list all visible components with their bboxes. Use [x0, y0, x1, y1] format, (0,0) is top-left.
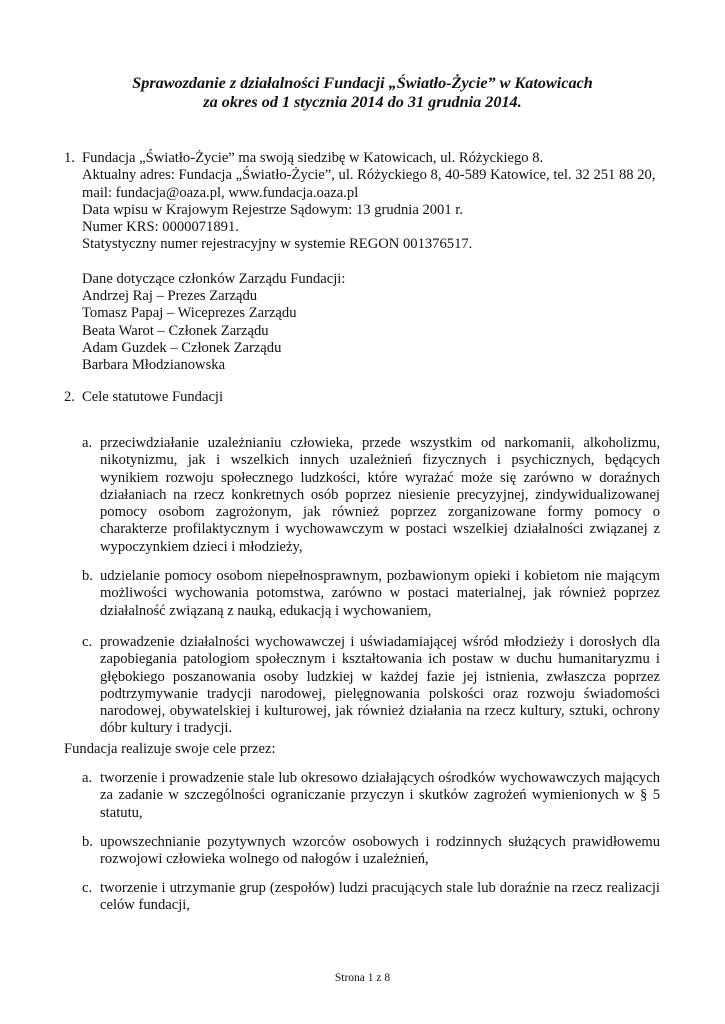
page-number: Strona 1 z 8 — [334, 972, 391, 984]
goal-label: a. — [82, 435, 93, 451]
goal-text: przeciwdziałanie uzależnianiu człowieka, przede wszystkim od narkomanii, alkoholizmu, nikotynizmu, jak i wszelkich innych uzależnień fizycznych i psychicznych, będących wynikiem rozwoju społecznego ludzkości, które wyrażać może się zarówno w doraźnych działaniach na rzecz konkretnych osób poprzez niesienie precyzyjnej, zindywidualizowanej pomocy osobom zagrożonym, jak również poprzez zorganizowane formy pomocy o charakterze profilaktycznym i wychowawczym w postaci wszelkiej działalności związanej z wypoczynkiem dzieci i młodzieży, — [100, 435, 660, 555]
document-title — [0, 74, 725, 112]
means-item — [82, 880, 660, 915]
info-line: Aktualny adres: Fundacja „Światło-Życie”, ul. Różyckiego 8, 40-589 Katowice, tel. 32 251 88 20, — [82, 167, 656, 184]
means-label: c. — [82, 880, 93, 896]
info-line: Statystyczny numer rejestracyjny w systemie REGON 001376517. — [82, 236, 473, 253]
means-label: a. — [82, 770, 93, 786]
info-line: Data wpisu w Krajowym Rejestrze Sądowym: 13 grudnia 2001 r. — [82, 201, 463, 218]
means-text: upowszechnianie pozytywnych wzorców osobowych i rodzinnych służących prawidłowemu rozwojowi człowieka wolnego od nałogów i uzależnień, — [100, 834, 660, 868]
info-line: mail: fundacja@oaza.pl, www.fundacja.oaza.pl — [82, 184, 359, 201]
title-line-1: Sprawozdanie z działalności Fundacji „Światło-Życie” w Katowicach — [132, 74, 593, 92]
info-line: Fundacja „Światło-Życie” ma swoją siedzibę w Katowicach, ul. Różyckiego 8. — [82, 150, 544, 166]
board-member: Barbara Młodzianowska — [82, 357, 226, 374]
means-item — [82, 834, 660, 869]
board-heading: Dane dotyczące członków Zarządu Fundacji: — [82, 270, 346, 287]
board-member: Tomasz Papaj – Wiceprezes Zarządu — [82, 305, 297, 322]
title-line-2: za okres od 1 stycznia 2014 do 31 grudnia 2014. — [203, 93, 522, 111]
goal-text: prowadzenie działalności wychowawczej i uświadamiającej wśród młodzieży i dorosłych dla zapobiegania patologiom społecznym i kształtowania ich postaw w duchu humanitaryzmu i głębokiego poszanowania osoby ludzkiej w każdej fazie jej istnienia, zwłaszcza poprzez podtrzymywanie tradycji narodowej, pielęgnowania polskości oraz rozwoju świadomości narodowej, obywatelskiej i kulturowej, jak również działania na rzecz kultury, sztuki, ochrony dóbr kultury i tradycji. — [100, 634, 660, 737]
goal-text: udzielanie pomocy osobom niepełnosprawnym, pozbawionym opieki i kobietom nie mającym możliwości wychowania potomstwa, zarówno w postaci materialnej, jak również poprzez działalność związaną z nauką, edukacją i wychowaniem, — [100, 568, 660, 619]
board-member: Beata Warot – Członek Zarządu — [82, 322, 269, 339]
goal-label: b. — [82, 568, 93, 584]
info-line: Numer KRS: 0000071891. — [82, 219, 239, 236]
means-heading: Fundacja realizuje swoje cele przez: — [64, 741, 276, 757]
board-member: Adam Guzdek – Członek Zarządu — [82, 339, 282, 356]
board-member: Andrzej Raj – Prezes Zarządu — [82, 288, 258, 305]
means-item — [82, 770, 660, 822]
section-1-foundation-info — [82, 150, 662, 375]
section-2-heading: Cele statutowe Fundacji — [82, 389, 224, 405]
goal-label: c. — [82, 634, 93, 650]
means-text: tworzenie i utrzymanie grup (zespołów) ludzi pracujących stale lub doraźnie na rzecz realizacji celów fundacji, — [100, 880, 660, 914]
section-1-number: 1. — [64, 150, 75, 166]
section-2-number: 2. — [64, 389, 75, 405]
means-text: tworzenie i prowadzenie stale lub okresowo działających ośrodków wychowawczych mających za zadanie w szczególności ograniczanie przyczyn i skutków zagrożeń wymienionych w § 5 statutu, — [100, 770, 660, 821]
means-label: b. — [82, 834, 93, 850]
goal-item — [82, 634, 660, 738]
goal-item — [82, 435, 660, 556]
goal-item — [82, 568, 660, 620]
